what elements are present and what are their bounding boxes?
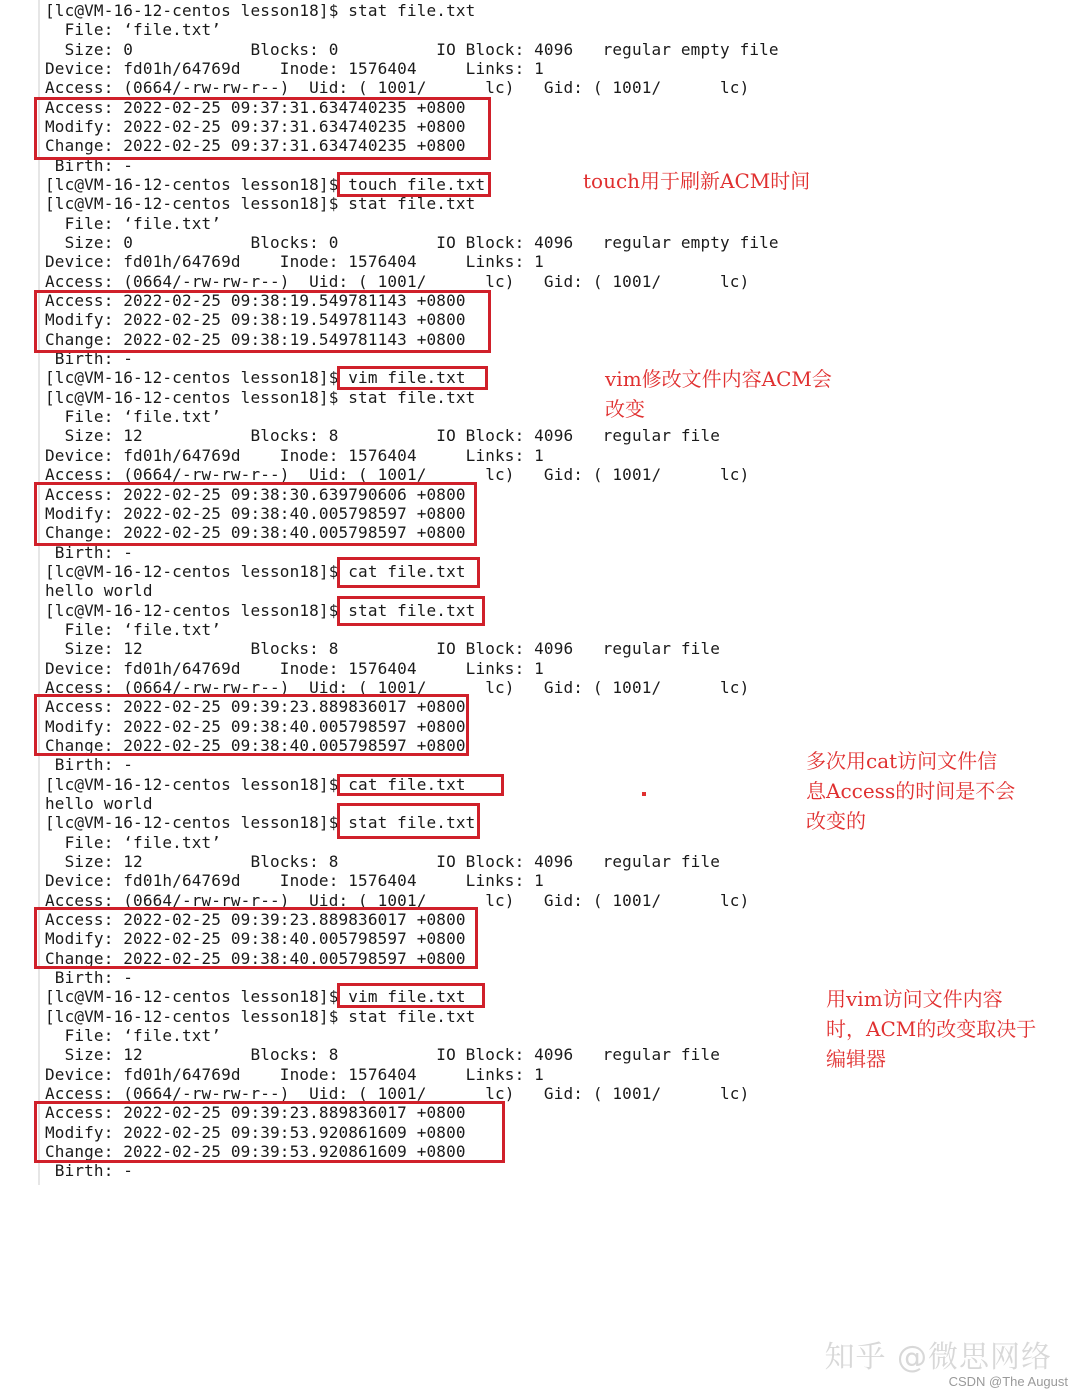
terminal-line: Size: 12 Blocks: 8 IO Block: 4096 regular file xyxy=(45,851,721,871)
terminal-line: Size: 12 Blocks: 8 IO Block: 4096 regular file xyxy=(45,1045,721,1065)
terminal-line: Birth: - xyxy=(45,542,134,562)
terminal-line: Access: (0664/-rw-rw-r--) Uid: ( 1001/ lc) Gid: ( 1001/ lc) xyxy=(45,1084,750,1104)
terminal-line: File: ‘file.txt’ xyxy=(45,20,222,40)
highlight-box-acm-4 xyxy=(34,694,469,756)
watermark: 知乎 @微思网络 xyxy=(824,1340,1052,1375)
highlight-box-acm-6 xyxy=(34,1101,505,1163)
terminal-line: Modify: 2022-02-25 09:38:40.005798597 +0800 xyxy=(45,929,466,949)
highlight-box-vim-cmd-1 xyxy=(337,366,488,390)
terminal-line: File: ‘file.txt’ xyxy=(45,213,222,233)
terminal-line: Access: (0664/-rw-rw-r--) Uid: ( 1001/ lc) Gid: ( 1001/ lc) xyxy=(45,78,750,98)
highlight-box-acm-5 xyxy=(34,907,478,969)
terminal-line: Modify: 2022-02-25 09:38:19.549781143 +0800 xyxy=(45,310,466,330)
terminal-line: File: ‘file.txt’ xyxy=(45,619,222,639)
terminal-line: Birth: - xyxy=(45,755,134,775)
terminal-line: Change: 2022-02-25 09:38:40.005798597 +0800 xyxy=(45,948,466,968)
terminal-line: [lc@VM-16-12-centos lesson18]$ touch file.txt xyxy=(45,175,486,195)
terminal-line: Access: 2022-02-25 09:38:30.639790606 +0800 xyxy=(45,484,466,504)
terminal-line: [lc@VM-16-12-centos lesson18]$ stat file.txt xyxy=(45,813,476,833)
terminal-line: Change: 2022-02-25 09:37:31.634740235 +0800 xyxy=(45,136,466,156)
terminal-line: Change: 2022-02-25 09:39:53.920861609 +0800 xyxy=(45,1142,466,1162)
terminal-line: Birth: - xyxy=(45,155,134,175)
terminal-line: Access: 2022-02-25 09:37:31.634740235 +0800 xyxy=(45,97,466,117)
terminal-line: Birth: - xyxy=(45,1161,134,1181)
terminal-line: Change: 2022-02-25 09:38:19.549781143 +0800 xyxy=(45,329,466,349)
highlight-box-acm-3 xyxy=(34,482,477,546)
highlight-box-stat-cmd-2 xyxy=(337,803,480,839)
terminal-line: Access: 2022-02-25 09:39:23.889836017 +0800 xyxy=(45,697,466,717)
highlight-box-cat-cmd-2 xyxy=(337,774,504,796)
terminal-line: Change: 2022-02-25 09:38:40.005798597 +0800 xyxy=(45,523,466,543)
terminal-line: [lc@VM-16-12-centos lesson18]$ stat file.txt xyxy=(45,1006,476,1026)
terminal-line: Device: fd01h/64769d Inode: 1576404 Links: 1 xyxy=(45,59,544,79)
terminal-line: [lc@VM-16-12-centos lesson18]$ stat file.txt xyxy=(45,600,476,620)
terminal-line: File: ‘file.txt’ xyxy=(45,1026,222,1046)
terminal-line: [lc@VM-16-12-centos lesson18]$ vim file.txt xyxy=(45,987,466,1007)
terminal-line: Device: fd01h/64769d Inode: 1576404 Links: 1 xyxy=(45,252,544,272)
highlight-box-touch-cmd xyxy=(337,172,491,197)
terminal-line: Size: 0 Blocks: 0 IO Block: 4096 regular empty file xyxy=(45,39,779,59)
terminal-line: Birth: - xyxy=(45,968,134,987)
terminal-line: Modify: 2022-02-25 09:38:40.005798597 +0800 xyxy=(45,503,466,523)
terminal-line: File: ‘file.txt’ xyxy=(45,832,222,852)
terminal-line: Modify: 2022-02-25 09:39:53.920861609 +0800 xyxy=(45,1122,466,1142)
terminal-line: Access: (0664/-rw-rw-r--) Uid: ( 1001/ lc) Gid: ( 1001/ lc) xyxy=(45,677,750,697)
terminal-line: Device: fd01h/64769d Inode: 1576404 Links: 1 xyxy=(45,658,544,678)
terminal-line: [lc@VM-16-12-centos lesson18]$ stat file.txt xyxy=(45,1,476,20)
terminal-line: Size: 0 Blocks: 0 IO Block: 4096 regular empty file xyxy=(45,233,779,253)
terminal-line: hello world xyxy=(45,793,153,813)
terminal-line: Access: 2022-02-25 09:39:23.889836017 +0800 xyxy=(45,909,466,929)
terminal-line: Access: 2022-02-25 09:39:23.889836017 +0800 xyxy=(45,1103,466,1123)
terminal-line: File: ‘file.txt’ xyxy=(45,407,222,427)
terminal-line: Device: fd01h/64769d Inode: 1576404 Links: 1 xyxy=(45,1064,544,1084)
terminal-left-edge xyxy=(38,0,40,1185)
terminal-line: Size: 12 Blocks: 8 IO Block: 4096 regular file xyxy=(45,426,721,446)
annotation-vim-modify: vim修改文件内容ACM会 改变 xyxy=(605,367,832,421)
terminal-line: Device: fd01h/64769d Inode: 1576404 Links: 1 xyxy=(45,871,544,891)
red-dot-mark xyxy=(642,792,646,796)
terminal-line: Device: fd01h/64769d Inode: 1576404 Links: 1 xyxy=(45,445,544,465)
terminal-line: [lc@VM-16-12-centos lesson18]$ stat file.txt xyxy=(45,387,476,407)
terminal-line: Size: 12 Blocks: 8 IO Block: 4096 regular file xyxy=(45,639,721,659)
highlight-box-cat-cmd-1 xyxy=(337,557,480,588)
terminal-line: Modify: 2022-02-25 09:38:40.005798597 +0800 xyxy=(45,716,466,736)
annotation-cat-access: 多次用cat访问文件信 息Access的时间是不会 改变的 xyxy=(806,749,1016,833)
terminal-line: Access: (0664/-rw-rw-r--) Uid: ( 1001/ lc) Gid: ( 1001/ lc) xyxy=(45,890,750,910)
terminal-line: Access: (0664/-rw-rw-r--) Uid: ( 1001/ lc) Gid: ( 1001/ lc) xyxy=(45,465,750,485)
terminal-line: [lc@VM-16-12-centos lesson18]$ stat file.txt xyxy=(45,194,476,214)
terminal-line: Access: 2022-02-25 09:38:19.549781143 +0800 xyxy=(45,291,466,311)
terminal-line: [lc@VM-16-12-centos lesson18]$ cat file.txt xyxy=(45,561,466,581)
annotation-vim-access: 用vim访问文件内容 时，ACM的改变取决于 编辑器 xyxy=(826,987,1037,1071)
terminal-line: Access: (0664/-rw-rw-r--) Uid: ( 1001/ lc) Gid: ( 1001/ lc) xyxy=(45,271,750,291)
terminal-line: hello world xyxy=(45,581,153,601)
footer-credit: CSDN @The August xyxy=(948,1374,1068,1389)
highlight-box-vim-cmd-2 xyxy=(337,983,485,1008)
terminal-line: [lc@VM-16-12-centos lesson18]$ vim file.txt xyxy=(45,368,466,388)
terminal-line: Modify: 2022-02-25 09:37:31.634740235 +0800 xyxy=(45,117,466,137)
terminal-line: Change: 2022-02-25 09:38:40.005798597 +0800 xyxy=(45,735,466,755)
highlight-box-acm-2 xyxy=(34,290,491,353)
highlight-box-acm-1 xyxy=(34,97,491,160)
annotation-touch: touch用于刷新ACM时间 xyxy=(583,169,811,193)
terminal-line: Birth: - xyxy=(45,349,134,369)
terminal-line: [lc@VM-16-12-centos lesson18]$ cat file.txt xyxy=(45,774,466,794)
highlight-box-stat-cmd-1 xyxy=(337,596,485,626)
